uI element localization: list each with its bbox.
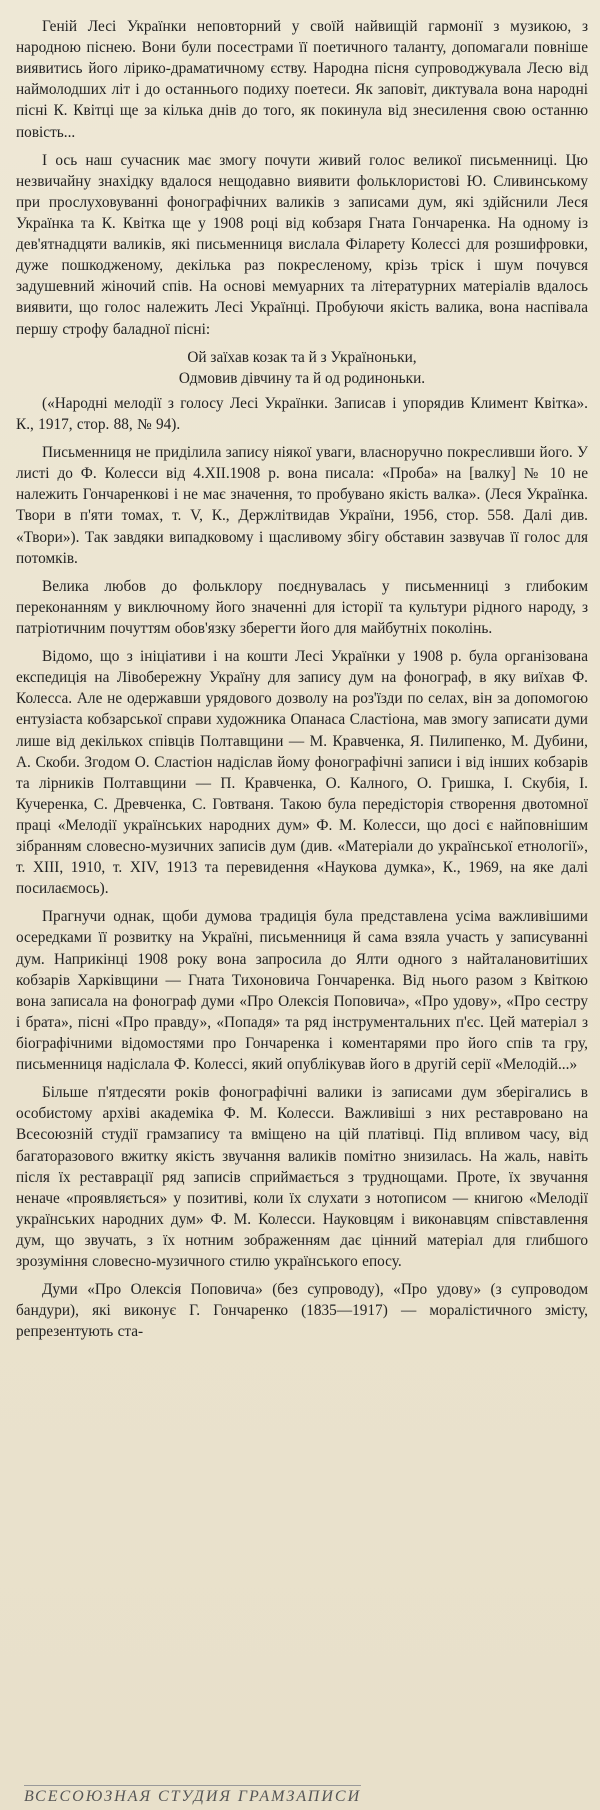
paragraph-citation: («Народні мелодії з голосу Лесі Українки. Записав і упорядив Климент Квітка». К., 1917, стор. 88, № 94). bbox=[16, 394, 588, 433]
paragraph-intro: Геній Лесі Українки неповторний у своїй найвищій гармонії з музикою, з народною піснею. Вони були посестрами її поетичного таланту, допомагали повніше виявитись його лірико-драматичному єству. Народна пісня супроводжувала Лесю від наймолодших літ і до останнього подиху поетеси. Як заповіт, диктувала вона народні пісні К. Квітці ще за кілька днів до того, як покинула від знесилення свою останню повість... bbox=[16, 18, 588, 141]
paragraph-recordings: Прагнучи однак, щоби думова традиція була представлена усіма важливішими осередками її розвитку на Україні, письменниця й сама взяла участь у записуванні дум. Наприкінці 1908 року вона запросила до Ялти одного з найталановитіших кобзарів Харківщини — Гната Тихоновича Гончаренка. Від нього разом з Квіткою вона записала на фонограф думи «Про Олексія Поповича», «Про удову», «Про сестру і брата», пісні «Про правду», «Попадя» та ряд інструментальних п'єс. Цей матеріал з біографічними відомостями про Гончаренка і коментарями про його спів та гру, письменниця надіслала Ф. Колессі, який опублікував його в другій серії «Мелодій...» bbox=[16, 908, 588, 1074]
studio-footer: ВСЕСОЮЗНАЯ СТУДИЯ ГРАМЗАПИСИ bbox=[24, 1785, 361, 1806]
paragraph-archive: Більше п'ятдесяти років фонографічні валики із записами дум зберігались в особистому архіві академіка Ф. М. Колесси. Важливіші з них реставровано на Всесоюзній студії грамзапису та вміщено на цій платівці. Під впливом часу, від багаторазового вжитку якість звучання валиків помітно знизилась. На жаль, навіть після їх реставрації ряд записів сприймається з труднощами. Проте, їх звучання неначе «проявляється» у позитиві, коли їх слухати з нотописом — книгою «Мелодії українських народних дум» Ф. М. Колесси. Науковцям і виконавцям співставлення дум, що звучать, з їх нотним зображенням дає цінний матеріал для глибшого зрозуміння словесно-музичного стилю українського епосу. bbox=[16, 1084, 588, 1271]
verse-line: Ой заїхав козак та й з Україноньки, bbox=[187, 348, 417, 366]
paragraph-dumy: Думи «Про Олексія Поповича» (без супроводу), «Про удову» (з супроводом бандури), які виконує Г. Гончаренко (1835—1917) — моралістичного змісту, репрезентують ста- bbox=[16, 1281, 588, 1341]
paragraph-folklore: Велика любов до фольклору поєднувалась у письменниці з глибоким переконанням у виключному його значенні для історії та культури рідного народу, з патріотичним почуттям обов'язку зберегти його для майбутніх поколінь. bbox=[16, 577, 588, 637]
paragraph-expedition: Відомо, що з ініціативи і на кошти Лесі Українки у 1908 р. була організована експедиція на Лівобережну Україну для запису дум на фонограф, в яку виїхав Ф. Колесса. Але не одержавши урядового дозволу на роз'їзди по селах, він за допомогою ентузіаста кобзарської справи художника Опанаса Сластіона, мав змогу записати думи лише від декількох співців Полтавщини — М. Кравченка, Я. Пилипенко, М. Дубини, А. Скоби. Згодом О. Сластіон надіслав йому фонографічні записи і від інших кобзарів та лірників Полтавщини — П. Кравченка, О. Калного, О. Гришка, І. Скубія, І. Кучеренка, С. Древченка, С. Говтваня. Такою була передісторія створення двотомної праці «Мелодії українських народних дум» Ф. М. Колесси, що досі є найповнішим зібранням словесно-музичних записів дум (див. «Матеріали до української етнології», т. XIII, 1910, т. XIV, 1913 та перевидення «Наукова думка», К., 1969, на яке далі посилаємось). bbox=[16, 648, 588, 898]
paragraph-letter: Письменниця не приділила запису ніякої уваги, власноручно покресливши його. У листі до Ф. Колесси від 4.XII.1908 р. вона писала: «Проба» на [валку] № 10 не належить Гончаренкові і не має значення, то пробувано якість валка». (Леся Українка. Твори в п'яти томах, т. V, К., Держлітвидав України, 1956, стор. 558. Далі див. «Твори»). Так завдяки випадковому і щасливому збігу обставин зазвучав її голос для потомків. bbox=[16, 444, 588, 567]
song-verse bbox=[16, 347, 588, 389]
paragraph-discovery: І ось наш сучасник має змогу почути живий голос великої письменниці. Цю незвичайну знахідку вдалося нещодавно виявити фольклористові Ю. Сливинському при прослуховуванні фонографічних валиків з записами дум, які здійснили Леся Українка та К. Квітка ще у 1908 році від кобзаря Гната Гончаренка. На одному із дев'ятнадцяти валиків, які письменниця вислала Філарету Колессі для розшифровки, дуже пошкодженому, декілька раз покресленому, крізь тріск і шум почувся задушевний жіночий спів. На основі мемуарних та літературних матеріалів вдалось виявити, що голос належить Лесі Українці. Пробуючи якість валика, вона наспівала першу строфу баладної пісні: bbox=[16, 151, 588, 338]
verse-line: Одмовив дівчину та й од родиноньки. bbox=[178, 369, 426, 387]
